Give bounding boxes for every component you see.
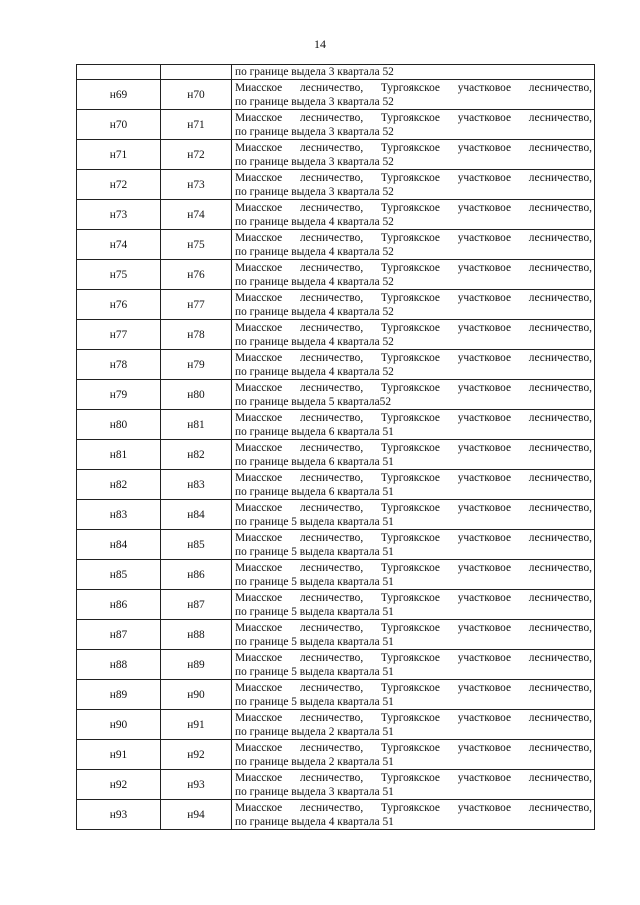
- description-line-2: по границе выдела 4 квартала 51: [235, 815, 394, 828]
- table-row: [77, 530, 595, 560]
- cell-description: [232, 740, 595, 770]
- cell-to: н82: [161, 440, 232, 470]
- cell-to: н80: [161, 380, 232, 410]
- cell-to: н84: [161, 500, 232, 530]
- cell-description: [232, 230, 595, 260]
- cell-from: н92: [77, 770, 161, 800]
- description-line-2: по границе 5 выдела квартала 51: [235, 695, 394, 708]
- cell-description: [232, 380, 595, 410]
- table-row: [77, 470, 595, 500]
- description-line-2: по границе выдела 5 квартала52: [235, 395, 392, 408]
- cell-to: н89: [161, 650, 232, 680]
- cell-to: н90: [161, 680, 232, 710]
- cell-from: н77: [77, 320, 161, 350]
- cell-description: [232, 410, 595, 440]
- description-line-2: по границе 5 выдела квартала 51: [235, 575, 394, 588]
- cell-to: н79: [161, 350, 232, 380]
- description-line-1: Миасское лесничество, Тургоякское участковое лесничество,: [235, 321, 592, 334]
- description-text: по границе выдела 3 квартала 52: [235, 65, 394, 78]
- cell-to: н92: [161, 740, 232, 770]
- table-row: [77, 290, 595, 320]
- cell-description: [232, 650, 595, 680]
- description-line-2: по границе выдела 4 квартала 52: [235, 305, 394, 318]
- cell-to: н75: [161, 230, 232, 260]
- cell-description: [232, 170, 595, 200]
- cell-from: н75: [77, 260, 161, 290]
- description-line-2: по границе выдела 6 квартала 51: [235, 425, 394, 438]
- description-line-1: Миасское лесничество, Тургоякское участковое лесничество,: [235, 231, 592, 244]
- cell-from: н79: [77, 380, 161, 410]
- cell-description: [232, 140, 595, 170]
- cell-to: н78: [161, 320, 232, 350]
- table-row: [77, 410, 595, 440]
- description-line-1: Миасское лесничество, Тургоякское участковое лесничество,: [235, 291, 592, 304]
- description-line-1: Миасское лесничество, Тургоякское участковое лесничество,: [235, 201, 592, 214]
- description-line-2: по границе выдела 4 квартала 52: [235, 245, 394, 258]
- description-line-1: Миасское лесничество, Тургоякское участковое лесничество,: [235, 711, 592, 724]
- cell-to: н86: [161, 560, 232, 590]
- description-line-1: Миасское лесничество, Тургоякское участковое лесничество,: [235, 471, 592, 484]
- cell-to: н94: [161, 800, 232, 830]
- table-row: [77, 170, 595, 200]
- table-row-continuation: [77, 65, 595, 80]
- cell-description: [232, 80, 595, 110]
- cell-to: н73: [161, 170, 232, 200]
- cell-from: н80: [77, 410, 161, 440]
- description-line-2: по границе выдела 2 квартала 51: [235, 755, 394, 768]
- description-line-2: по границе 5 выдела квартала 51: [235, 665, 394, 678]
- table-row: [77, 380, 595, 410]
- cell-from: [77, 65, 161, 80]
- cell-from: н90: [77, 710, 161, 740]
- description-line-2: по границе выдела 3 квартала 52: [235, 155, 394, 168]
- description-line-1: Миасское лесничество, Тургоякское участковое лесничество,: [235, 81, 592, 94]
- cell-from: н82: [77, 470, 161, 500]
- cell-from: н87: [77, 620, 161, 650]
- cell-description: [232, 560, 595, 590]
- table-row: [77, 650, 595, 680]
- cell-to: [161, 65, 232, 80]
- description-line-1: Миасское лесничество, Тургоякское участковое лесничество,: [235, 381, 592, 394]
- description-line-1: Миасское лесничество, Тургоякское участковое лесничество,: [235, 531, 592, 544]
- cell-to: н76: [161, 260, 232, 290]
- cell-to: н72: [161, 140, 232, 170]
- table-row: [77, 230, 595, 260]
- description-line-2: по границе выдела 3 квартала 52: [235, 185, 394, 198]
- cell-from: н86: [77, 590, 161, 620]
- description-line-1: Миасское лесничество, Тургоякское участковое лесничество,: [235, 591, 592, 604]
- cell-description: [232, 800, 595, 830]
- description-line-2: по границе выдела 3 квартала 52: [235, 95, 394, 108]
- cell-description: [232, 710, 595, 740]
- table-row: [77, 440, 595, 470]
- cell-description: [232, 65, 595, 80]
- description-line-2: по границе 5 выдела квартала 51: [235, 635, 394, 648]
- description-line-2: по границе 5 выдела квартала 51: [235, 515, 394, 528]
- description-line-1: Миасское лесничество, Тургоякское участковое лесничество,: [235, 171, 592, 184]
- table-row: [77, 740, 595, 770]
- cell-from: н93: [77, 800, 161, 830]
- cell-description: [232, 590, 595, 620]
- description-line-2: по границе выдела 4 квартала 52: [235, 335, 394, 348]
- cell-description: [232, 110, 595, 140]
- table-row: [77, 140, 595, 170]
- description-line-2: по границе выдела 6 квартала 51: [235, 485, 394, 498]
- cell-description: [232, 350, 595, 380]
- cell-description: [232, 470, 595, 500]
- cell-from: н89: [77, 680, 161, 710]
- description-line-2: по границе выдела 3 квартала 51: [235, 785, 394, 798]
- table-row: [77, 800, 595, 830]
- table-row: [77, 590, 595, 620]
- table-row: [77, 770, 595, 800]
- cell-from: н69: [77, 80, 161, 110]
- description-line-2: по границе выдела 2 квартала 51: [235, 725, 394, 738]
- cell-description: [232, 620, 595, 650]
- cell-from: н88: [77, 650, 161, 680]
- table-row: [77, 710, 595, 740]
- description-line-1: Миасское лесничество, Тургоякское участковое лесничество,: [235, 681, 592, 694]
- table-row: [77, 560, 595, 590]
- cell-description: [232, 500, 595, 530]
- table-row: [77, 500, 595, 530]
- cell-from: н91: [77, 740, 161, 770]
- description-line-2: по границе 5 выдела квартала 51: [235, 605, 394, 618]
- cell-to: н81: [161, 410, 232, 440]
- cell-description: [232, 320, 595, 350]
- cell-description: [232, 680, 595, 710]
- table-row: [77, 260, 595, 290]
- cell-from: н84: [77, 530, 161, 560]
- cell-from: н85: [77, 560, 161, 590]
- cell-description: [232, 440, 595, 470]
- description-line-2: по границе 5 выдела квартала 51: [235, 545, 394, 558]
- cell-to: н87: [161, 590, 232, 620]
- cell-to: н74: [161, 200, 232, 230]
- description-line-1: Миасское лесничество, Тургоякское участковое лесничество,: [235, 261, 592, 274]
- table-row: [77, 350, 595, 380]
- description-line-1: Миасское лесничество, Тургоякское участковое лесничество,: [235, 801, 592, 814]
- cell-to: н91: [161, 710, 232, 740]
- cell-from: н81: [77, 440, 161, 470]
- table-row: [77, 110, 595, 140]
- table-row: [77, 620, 595, 650]
- cell-from: н71: [77, 140, 161, 170]
- cell-description: [232, 260, 595, 290]
- cell-from: н74: [77, 230, 161, 260]
- description-line-1: Миасское лесничество, Тургоякское участковое лесничество,: [235, 771, 592, 784]
- cell-description: [232, 290, 595, 320]
- cell-to: н70: [161, 80, 232, 110]
- description-line-2: по границе выдела 4 квартала 52: [235, 215, 394, 228]
- cell-to: н93: [161, 770, 232, 800]
- cell-to: н77: [161, 290, 232, 320]
- table-row: [77, 320, 595, 350]
- description-line-2: по границе выдела 6 квартала 51: [235, 455, 394, 468]
- description-line-1: Миасское лесничество, Тургоякское участковое лесничество,: [235, 651, 592, 664]
- cell-to: н88: [161, 620, 232, 650]
- cell-description: [232, 530, 595, 560]
- description-line-1: Миасское лесничество, Тургоякское участковое лесничество,: [235, 561, 592, 574]
- cell-to: н85: [161, 530, 232, 560]
- cell-description: [232, 770, 595, 800]
- cell-from: н70: [77, 110, 161, 140]
- description-line-1: Миасское лесничество, Тургоякское участковое лесничество,: [235, 141, 592, 154]
- cell-from: н83: [77, 500, 161, 530]
- cell-to: н83: [161, 470, 232, 500]
- page-number: 14: [314, 37, 326, 51]
- description-line-2: по границе выдела 4 квартала 52: [235, 365, 394, 378]
- table-body: [77, 65, 595, 830]
- description-line-1: Миасское лесничество, Тургоякское участковое лесничество,: [235, 441, 592, 454]
- cell-from: н78: [77, 350, 161, 380]
- description-line-2: по границе выдела 4 квартала 52: [235, 275, 394, 288]
- cell-description: [232, 200, 595, 230]
- table-row: [77, 200, 595, 230]
- table-row: [77, 680, 595, 710]
- description-line-1: Миасское лесничество, Тургоякское участковое лесничество,: [235, 741, 592, 754]
- cell-from: н73: [77, 200, 161, 230]
- description-line-1: Миасское лесничество, Тургоякское участковое лесничество,: [235, 501, 592, 514]
- cell-from: н72: [77, 170, 161, 200]
- cell-from: н76: [77, 290, 161, 320]
- description-line-1: Миасское лесничество, Тургоякское участковое лесничество,: [235, 351, 592, 364]
- table-row: [77, 80, 595, 110]
- description-line-1: Миасское лесничество, Тургоякское участковое лесничество,: [235, 621, 592, 634]
- boundary-table: [76, 64, 595, 830]
- description-line-1: Миасское лесничество, Тургоякское участковое лесничество,: [235, 411, 592, 424]
- description-line-1: Миасское лесничество, Тургоякское участковое лесничество,: [235, 111, 592, 124]
- cell-to: н71: [161, 110, 232, 140]
- description-line-2: по границе выдела 3 квартала 52: [235, 125, 394, 138]
